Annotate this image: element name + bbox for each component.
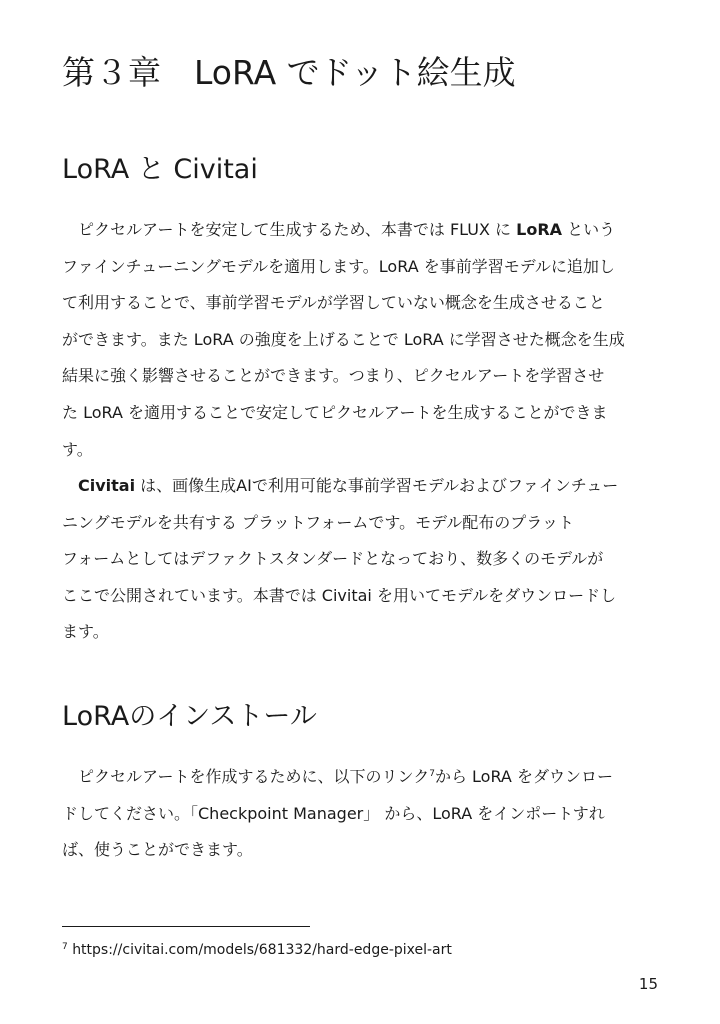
footnote-divider: [62, 926, 310, 927]
text-line: ピクセルアートを安定して生成するため、本書では FLUX に LoRA という: [62, 220, 616, 239]
text-line: ファインチューニングモデルを適用します。LoRA を事前学習モデルに追加し: [62, 256, 615, 276]
paragraph-civitai-intro: [62, 468, 662, 651]
footnote: [62, 938, 452, 962]
text-line: ドしてください。「Checkpoint Manager」 から、LoRA をインポートすれ: [62, 803, 605, 823]
paragraph-lora-intro: [62, 212, 662, 468]
chapter-title: 第３章 LoRA でドット絵生成: [62, 53, 516, 92]
footnote-reference[interactable]: 7: [429, 769, 435, 779]
text-line: ば、使うことができます。: [62, 840, 253, 860]
text-line: ここで公開されています。本書では Civitai を用いてモデルをダウンロードし: [62, 585, 617, 605]
footnote-url[interactable]: https://civitai.com/models/681332/hard-edge-pixel-art: [72, 942, 452, 958]
section-title-lora-civitai: LoRA と Civitai: [62, 154, 258, 185]
text-line: ピクセルアートを作成するために、以下のリンク$^7$から LoRA をダウンロー: [62, 767, 613, 786]
text-line: た LoRA を適用することで安定してピクセルアートを生成することができま: [62, 402, 608, 422]
text-line: フォームとしてはデファクトスタンダードとなっており、数多くのモデルが: [62, 549, 604, 569]
footnote-number: 7: [62, 942, 68, 952]
text-line: ができます。また LoRA の強度を上げることで LoRA に学習させた概念を生成: [62, 329, 625, 349]
text-line: 結果に強く影響させることができます。つまり、ピクセルアートを学習させ: [62, 366, 605, 386]
page-number: 15: [638, 975, 658, 993]
text-line: ニングモデルを共有する プラットフォームです。モデル配布のプラット: [62, 512, 574, 532]
paragraph-lora-install: [62, 759, 662, 869]
term-civitai: Civitai: [78, 476, 136, 495]
section-title-lora-install: LoRAのインストール: [62, 701, 317, 732]
term-lora: LoRA: [516, 220, 563, 239]
text-line: Civitai は、画像生成AIで利用可能な事前学習モデルおよびファインチュー: [78, 476, 619, 495]
text-line: て利用することで、事前学習モデルが学習していない概念を生成させること: [62, 293, 605, 313]
text-line: す。: [62, 439, 93, 459]
text-line: ます。: [62, 622, 109, 642]
